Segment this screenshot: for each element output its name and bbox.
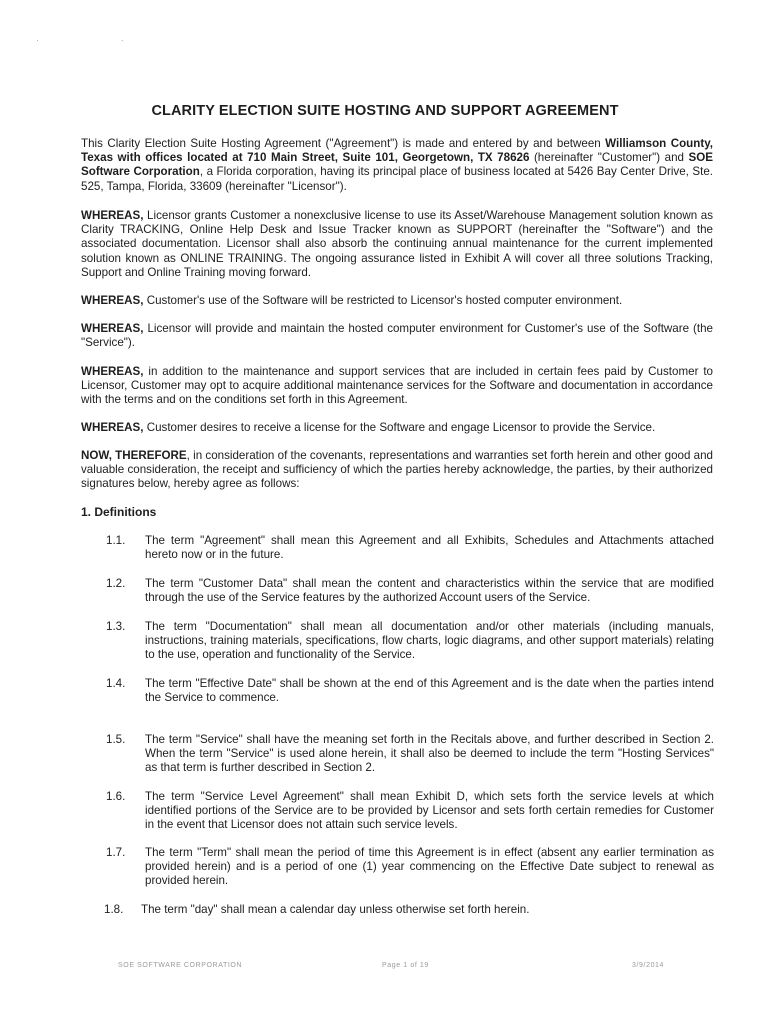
definition-item	[106, 620, 714, 663]
whereas-text: Customer desires to receive a license for the Software and engage Licensor to provide the Service.	[143, 421, 656, 434]
whereas-label: WHEREAS,	[81, 421, 144, 434]
definition-number: 1.1.	[106, 534, 126, 547]
now-therefore-paragraph	[81, 449, 713, 492]
whereas-label: WHEREAS,	[81, 322, 144, 335]
definition-number: 1.4.	[106, 677, 126, 690]
intro-text-c: (hereinafter "Customer") and	[529, 151, 689, 165]
definition-text: The term "Effective Date" shall be shown at the end of this Agreement and is the date when the parties intend the Service to commence.	[145, 677, 714, 705]
intro-text-e: , a Florida corporation, having its principal place of business located at 5426 Bay Center Drive, Ste. 525, Tampa, Florida, 33609 (hereinafter "Licensor").	[81, 165, 714, 193]
definition-item	[106, 577, 714, 605]
whereas-label: WHEREAS,	[81, 365, 144, 378]
whereas-label: WHEREAS,	[81, 209, 144, 222]
definition-number: 1.5.	[106, 733, 126, 746]
whereas-text: Licensor grants Customer a nonexclusive license to use its Asset/Warehouse Management solution known as Clarity TRACKING, Online Help Desk and Issue Tracker known as SUPPORT (hereinafter the "Software") and the associated documentation. Licensor shall also absorb the continuing annual maintenance for the current implemented solution known as ONLINE TRAINING. The ongoing assurance listed in Exhibit A will cover all three solutions Tracking, Support and Online Training moving forward.	[81, 209, 713, 279]
footer-date: 3/9/2014	[632, 962, 665, 969]
whereas-text: in addition to the maintenance and support services that are included in certain fees paid by Customer to Licensor, Customer may opt to acquire additional maintenance services for the Software and documentation in accordance with the terms and on the conditions set forth in this Agreement.	[81, 365, 713, 407]
definition-item	[106, 534, 714, 562]
definition-number: 1.3.	[106, 620, 126, 633]
intro-text-a: This Clarity Election Suite Hosting Agreement ("Agreement") is made and entered by and between	[81, 137, 606, 150]
scan-speck-marks: · ·	[36, 36, 164, 45]
now-therefore-label: NOW, THEREFORE	[81, 449, 187, 462]
definition-text: The term "Agreement" shall mean this Agreement and all Exhibits, Schedules and Attachments attached hereto now or in the future.	[145, 534, 714, 562]
definition-text: The term "Service" shall have the meaning set forth in the Recitals above, and further described in Section 2. When the term "Service" is used alone herein, it shall also be deemed to include the term "Hosting Services" as that term is further described in Section 2.	[145, 733, 714, 775]
licensor-name: SOE Software Corporation	[81, 151, 713, 179]
definition-number: 1.2.	[106, 577, 126, 590]
definition-number: 1.8.	[104, 903, 124, 916]
definition-item	[106, 790, 714, 833]
whereas-label: WHEREAS,	[81, 294, 144, 307]
footer-company: SOE SOFTWARE CORPORATION	[118, 962, 243, 969]
definition-item	[104, 903, 712, 917]
definition-text: The term "Documentation" shall mean all documentation and/or other materials (including manuals, instructions, training materials, specifications, flow charts, logic diagrams, and other support materials) relating to the use, operation and functionality of the Service.	[145, 620, 714, 662]
now-therefore-text: , in consideration of the covenants, representations and warranties set forth herein and other good and valuable consideration, the receipt and sufficiency of which the parties hereby acknowledge, the parties, by their authorized signatures below, hereby agree as follows:	[81, 449, 714, 491]
definition-text: The term "day" shall mean a calendar day unless otherwise set forth herein.	[141, 903, 530, 916]
customer-name: Williamson County, Texas with offices located at 710 Main Street, Suite 101, Georgetown, TX 78626	[81, 137, 713, 165]
definition-item	[106, 677, 714, 705]
definition-item	[106, 846, 714, 889]
whereas-text: Customer's use of the Software will be restricted to Licensor's hosted computer environment.	[143, 294, 623, 307]
document-title: CLARITY ELECTION SUITE HOSTING AND SUPPORT AGREEMENT	[151, 103, 619, 119]
whereas-paragraph-2	[81, 294, 713, 308]
definition-item	[106, 733, 714, 776]
definition-text: The term "Term" shall mean the period of time this Agreement is in effect (absent any earlier termination as provided herein) and is a period of one (1) year commencing on the Effective Date subject to renewal as provided herein.	[145, 846, 714, 888]
whereas-paragraph-5	[81, 421, 713, 435]
footer-page-number: Page 1 of 19	[382, 962, 429, 969]
whereas-paragraph-4	[81, 365, 713, 408]
whereas-paragraph-3	[81, 322, 713, 350]
whereas-paragraph-1	[81, 209, 713, 280]
definition-text: The term "Customer Data" shall mean the content and characteristics within the service that are modified through the use of the Service features by the authorized Account users of the Service.	[145, 577, 714, 605]
definition-text: The term "Service Level Agreement" shall mean Exhibit D, which sets forth the service levels at which identified portions of the Service are to be provided by Licensor and sets forth certain remedies for Customer in the event that Licensor does not attain such service levels.	[145, 790, 714, 832]
section-heading-definitions: 1. Definitions	[81, 505, 157, 519]
definition-number: 1.7.	[106, 846, 126, 859]
whereas-text: Licensor will provide and maintain the hosted computer environment for Customer's use of the Software (the "Service").	[81, 322, 713, 350]
definition-number: 1.6.	[106, 790, 126, 803]
intro-paragraph	[81, 137, 713, 194]
